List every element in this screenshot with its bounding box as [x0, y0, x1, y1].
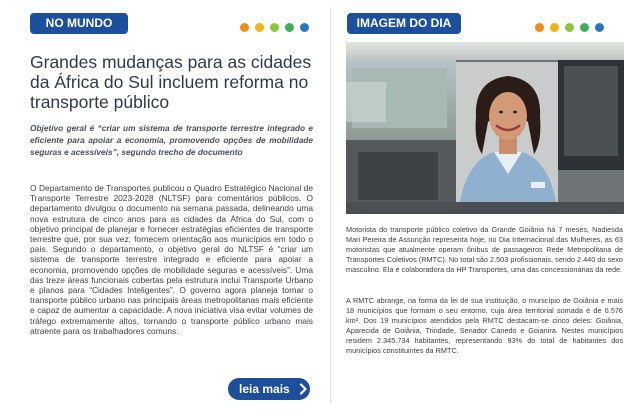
- section-tag: NO MUNDO: [30, 13, 128, 34]
- chevron-right-icon: [297, 383, 309, 395]
- image-of-the-day-panel: [330, 0, 641, 411]
- dot-orange: [535, 23, 544, 32]
- photo-illustration: [346, 42, 624, 214]
- dot-orange: [240, 23, 249, 32]
- dot-green: [285, 23, 294, 32]
- color-dots: [240, 23, 309, 32]
- article-lead: Objetivo geral é “criar um sistema de transporte terrestre integrado e eficiente para apoiar a economia, promovendo opções de mobilidade seguras e acessíveis”, segundo trecho de documento: [30, 123, 313, 157]
- section-tag: IMAGEM DO DIA: [347, 13, 461, 34]
- dot-light-green: [565, 23, 574, 32]
- dot-blue: [300, 23, 309, 32]
- photo-caption: Motorista do transporte público coletivo da Grande Goiânia há 7 meses, Nadiesda Mari Pereira de Assunção representa hoje, no Dia Internacional das Mulheres, as 63 motoristas que atualmente operam ônibus de passageiros Rede Metropolitana de Transportes Coletivos (RMTC). No total são 2.503 profissionais, sendo 2.440 do sexo masculino. Ela é colaboradora da HP Transportes, uma das concessionárias da rede.: [346, 225, 623, 275]
- article-body: O Departamento de Transportes publicou o Quadro Estratégico Nacional de Transporte Terrestre 2023-2028 (NLTSF) para comentários públicos. O departamento divulgou o documento na semana passada, delineando uma nova estrutura de cinco anos para as cidades da África do Sul, com o objetivo principal de planejar e fornecer estratégias eficientes de transporte terrestre que, por sua vez, fornecem orientação aos municípios em todo o país. Segundo o departamento, o objetivo geral do NLTSF é “criar um sistema de transporte terrestre integrado e eficiente para apoiar a economia, promovendo opções de mobilidade seguras e acessíveis”. Uma das treze áreas funcionais cobertas pela estrutura inclui Transporte Urbano e planos para “Cidades Inteligentes”. O governo agora planeja tornar o transporte público urbano nas principais áreas metropolitanas mais eficiente e capaz de aumentar a capacidade. A nova iniciativa visa evitar volumes de tráfego extremamente altos, tornando o transporte público urbano mais atraente para os trabalhadores comuns.: [30, 183, 313, 336]
- read-more-label: leia mais: [239, 382, 290, 396]
- dot-blue: [595, 23, 604, 32]
- dot-light-green: [270, 23, 279, 32]
- dot-yellow: [255, 23, 264, 32]
- bus-driver-photo: [346, 42, 624, 214]
- article-headline: Grandes mudanças para as cidades da África do Sul incluem reforma no transporte público: [30, 52, 312, 112]
- dot-green: [580, 23, 589, 32]
- color-dots: [535, 23, 604, 32]
- photo-caption-details: A RMTC abrange, na forma da lei de sua instituição, o município de Goiânia e mais 18 municípios que formam o seu entorno, cuja área territorial somada é de 6.576 km². Dos 19 municípios atendidos pela RMTC destacam-se cinco deles: Goiânia, Aparecida de Goiânia, Trindade, Senador Canedo e Goianira. Nestes municípios residem 2.345.734 habitantes, representando 93% do total de habitantes dos municípios constituintes da RMTC.: [346, 296, 623, 356]
- read-more-button[interactable]: [228, 378, 310, 400]
- dot-yellow: [550, 23, 559, 32]
